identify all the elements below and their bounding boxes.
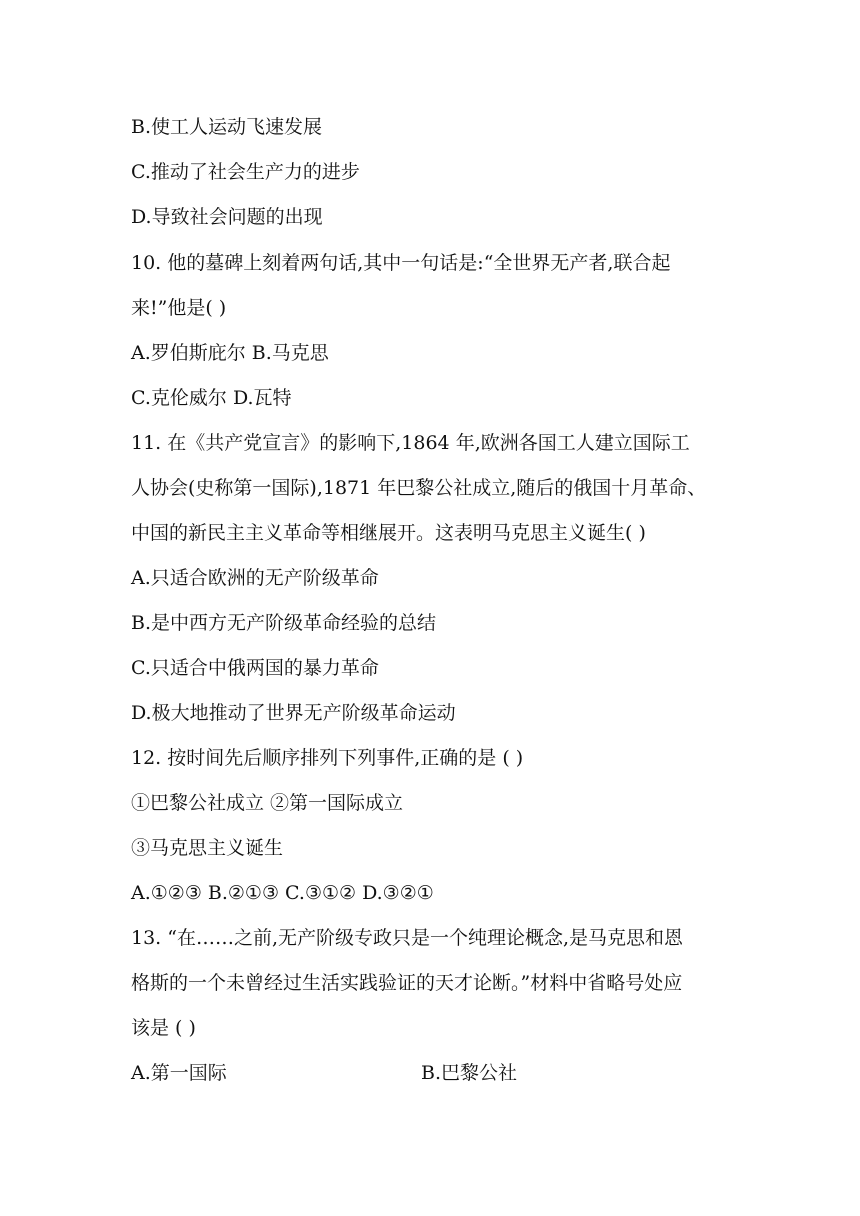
q12-stem: 12. 按时间先后顺序排列下列事件,正确的是 ( ): [131, 747, 524, 769]
q10-stem-line-1: 10. 他的墓碑上刻着两句话,其中一句话是:“全世界无产者,联合起: [131, 252, 671, 274]
q9-option-b: B.使工人运动飞速发展: [131, 116, 323, 138]
q13-option-b: B.巴黎公社: [421, 1062, 518, 1084]
q13-stem-line-1: 13. “在……之前,无产阶级专政只是一个纯理论概念,是马克思和恩: [131, 927, 684, 949]
q11-option-b: B.是中西方无产阶级革命经验的总结: [131, 612, 437, 634]
q11-option-c: C.只适合中俄两国的暴力革命: [131, 657, 379, 679]
q11-option-d: D.极大地推动了世界无产阶级革命运动: [131, 702, 456, 724]
q11-stem-line-3: 中国的新民主主义革命等相继展开。这表明马克思主义诞生( ): [131, 522, 646, 544]
q9-option-c: C.推动了社会生产力的进步: [131, 161, 360, 183]
q11-option-a: A.只适合欧洲的无产阶级革命: [131, 567, 379, 589]
q13-stem-line-3: 该是 ( ): [131, 1017, 196, 1039]
q10-options-cd: C.克伦威尔 D.瓦特: [131, 387, 292, 409]
q12-events-line-1: ①巴黎公社成立 ②第一国际成立: [131, 792, 404, 814]
q12-events-line-2: ③马克思主义诞生: [131, 837, 284, 859]
q13-stem-line-2: 格斯的一个未曾经过生活实践验证的天才论断。”材料中省略号处应: [131, 972, 683, 994]
q13-option-a: A.第一国际: [131, 1062, 227, 1084]
q10-stem-line-2: 来!”他是( ): [131, 297, 227, 319]
q11-stem-line-1: 11. 在《共产党宣言》的影响下,1864 年,欧洲各国工人建立国际工: [131, 432, 690, 454]
q11-stem-line-2: 人协会(史称第一国际),1871 年巴黎公社成立,随后的俄国十月革命、: [131, 477, 707, 499]
q12-options: A.①②③ B.②①③ C.③①② D.③②①: [131, 882, 434, 904]
q9-option-d: D.导致社会问题的出现: [131, 206, 323, 228]
q10-options-ab: A.罗伯斯庇尔 B.马克思: [131, 342, 329, 364]
